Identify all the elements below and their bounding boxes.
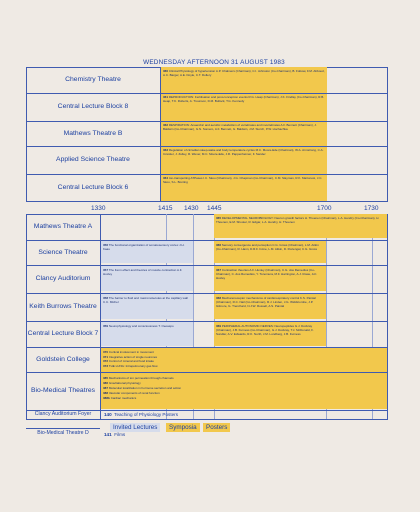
time-tick: 1445 bbox=[207, 205, 222, 212]
list-item: 373 THE LUNG: Intrapulmonary gas flow bbox=[103, 363, 158, 368]
venue-label: Science Theatre bbox=[38, 248, 88, 256]
time-tick: 1730 bbox=[364, 205, 379, 212]
session-entry: 361 REPRODUCTION: Fertilisation and post-conception events R.G. Heap (Chairman), J.K. Findlay (Co-Chairman), R.B. Heap, T.K. Roberts, A. Trounson, D.M. Bullock, T.G. Kennedy bbox=[163, 95, 325, 103]
session-entry: 360 Clinical Physiology of hypertension A.P. Chalmers (Chairman), C.I. Johnston (Co-Chairman), B. Folkow, F.M. Abboud, A.C. Barger, A.E. Doyle, C.T. Dollery bbox=[163, 69, 325, 77]
session-entry: 368 Mechanoreceptor mechanisms of cardiorespiratory control K.S. Paintal (Chairman), R.C. Nail (Co-Chairman), R.J. Linden, J.G. Widdicombe, J.P. Gilmore, G. Trenchard, N.J.W. Russell, A.S. Paintal bbox=[216, 296, 316, 308]
legend-posters: Posters bbox=[203, 423, 230, 432]
venue-label: Central Lecture Block 7 bbox=[27, 330, 99, 337]
venue-label: Clancy Auditorium bbox=[35, 275, 91, 282]
venue-label: Goldstein College bbox=[36, 355, 90, 363]
session-entry: 369 PERIPHERAL AUTONOMIC NERVES: Neuropeptides G.J. Dockray (Chairman), J.B. Furness (Co-Chairman), G.J. Dockray, T.J. McDonald, F. Sundler, A.V. Edwards, R.K. North, J.M. Lundberg, J.B. Furness bbox=[216, 324, 314, 336]
venue-label: Central Lecture Block 8 bbox=[57, 103, 129, 110]
row-rule bbox=[26, 201, 388, 202]
venue-label: Applied Science Theatre bbox=[56, 156, 130, 163]
list-item: 388b Cardiac mechanics bbox=[103, 396, 137, 400]
list-item: 386 Gravitational physiology bbox=[103, 381, 141, 385]
poster-entry: 140 Teaching of Physiology Posters bbox=[104, 412, 178, 417]
session-entry: 365 DEVELOPMENTAL NEUROBIOLOGY: Neuron growth factors H. Thoenen (Chairman), L.A. Hendry (Co-Chairman), H. Thoenen, E.M. Shooter, R. Edgar, L.A. Hendry, H. Thoenen bbox=[216, 216, 380, 224]
legend-invited: Invited Lectures bbox=[110, 423, 160, 432]
lecture-entry: 359 Neurophysiology and consciousness T. Oeoaspo bbox=[103, 324, 174, 328]
goldstein-list bbox=[103, 350, 383, 371]
time-tick: 1700 bbox=[317, 205, 332, 212]
session-entry: 363 Regulation of circadian sleep-wake and body temperature cycles M.C. Moore-Ede (Chairman), W.A. Armstrong, C.A. Czeisler, J. Zulley, R. Wever, M.C. Moore-Ede, J.R. Pappenheimer, F. Sander bbox=[163, 148, 324, 156]
bottom-rule bbox=[26, 419, 388, 420]
list-item: 387 Molecular localization in hormone secretion and action bbox=[103, 386, 182, 390]
list-item: 388 Vascular components of renal function bbox=[103, 391, 160, 395]
venue-label: Clancy Auditorium Foyer bbox=[34, 410, 92, 417]
session-entry: 367 Contraction theories A.F. Huxley (Chairman), C.G. dos Remedios (Co-Chairman), C. dos Remedios, Y. Tonomura, M.F. Harrington, A.J. Rowe, A.F. Huxley bbox=[216, 268, 317, 280]
biomedical-list bbox=[103, 376, 383, 408]
lecture-entry: 356 The functional organization of somatosensory cortex J.H. Kaas bbox=[103, 243, 185, 251]
session-entry: 364 Ion-transporting ATPases I.C. Skou (Chairman), J.G. Chapman (Co-Chairman), C.M. Slayman, R.K. Martonosi, J.C. Skou, S.L. Bonting bbox=[163, 176, 323, 184]
frame-right-top bbox=[387, 67, 388, 201]
venue-label: Mathews Theatre B bbox=[63, 129, 123, 137]
film-entry: 141 Films bbox=[104, 432, 126, 437]
time-tick: 1430 bbox=[184, 205, 199, 212]
legend-symposia: Symposia bbox=[166, 423, 200, 432]
lecture-entry: 358 The barrier to fluid and macromolecules at the capillary wall C.C. Michel bbox=[103, 296, 188, 304]
venue-label: Bio-Medical Theatres bbox=[30, 387, 96, 394]
time-tick: 1330 bbox=[91, 205, 106, 212]
session-entry: 366 Sensory convergence and perception C.G. Gross (Chairman), L.M. Aitkin (Co-Chairman), R. Hann, D.R.F. Irvine, L.M. Aitkin, D. Rozengal, C.G. Gross bbox=[216, 243, 319, 251]
lecture-entry: 357 The Fenn effect and theories of muscle contraction A.F. Huxley bbox=[103, 268, 183, 276]
list-item: 385 Mechanisms of ion permeation through channels bbox=[103, 376, 174, 380]
venue-label: Mathews Theatre A bbox=[33, 223, 93, 230]
frame-right-bottom bbox=[387, 214, 388, 419]
venue-label: Bio-Medical Theatre D bbox=[37, 430, 89, 437]
venue-label: Central Lecture Block 6 bbox=[57, 183, 129, 191]
session-entry: 362 RESPIRATION: Anaerobic and aerobic metabolism of vertebrates and invertebrates A.F. Bennett (Chairman), J. Baldwin (Co-Chairman), G.N. Somero, A.F. Bennett, G. Baldwin, J.M. Storch, P.W. Hochachka bbox=[163, 123, 317, 131]
venue-label: Keith Burrows Theatre bbox=[29, 303, 97, 310]
list-item: 370 Cortical involvement in movement bbox=[103, 350, 154, 354]
venue-label: Chemistry Theatre bbox=[65, 76, 121, 83]
list-item: 371 Integrative action of single neurones bbox=[103, 354, 158, 359]
time-tick: 1415 bbox=[158, 205, 173, 212]
list-item: 372 Control of mineral and food intake bbox=[103, 359, 154, 364]
page-title: WEDNESDAY AFTERNOON 31 AUGUST 1983 bbox=[143, 59, 285, 66]
